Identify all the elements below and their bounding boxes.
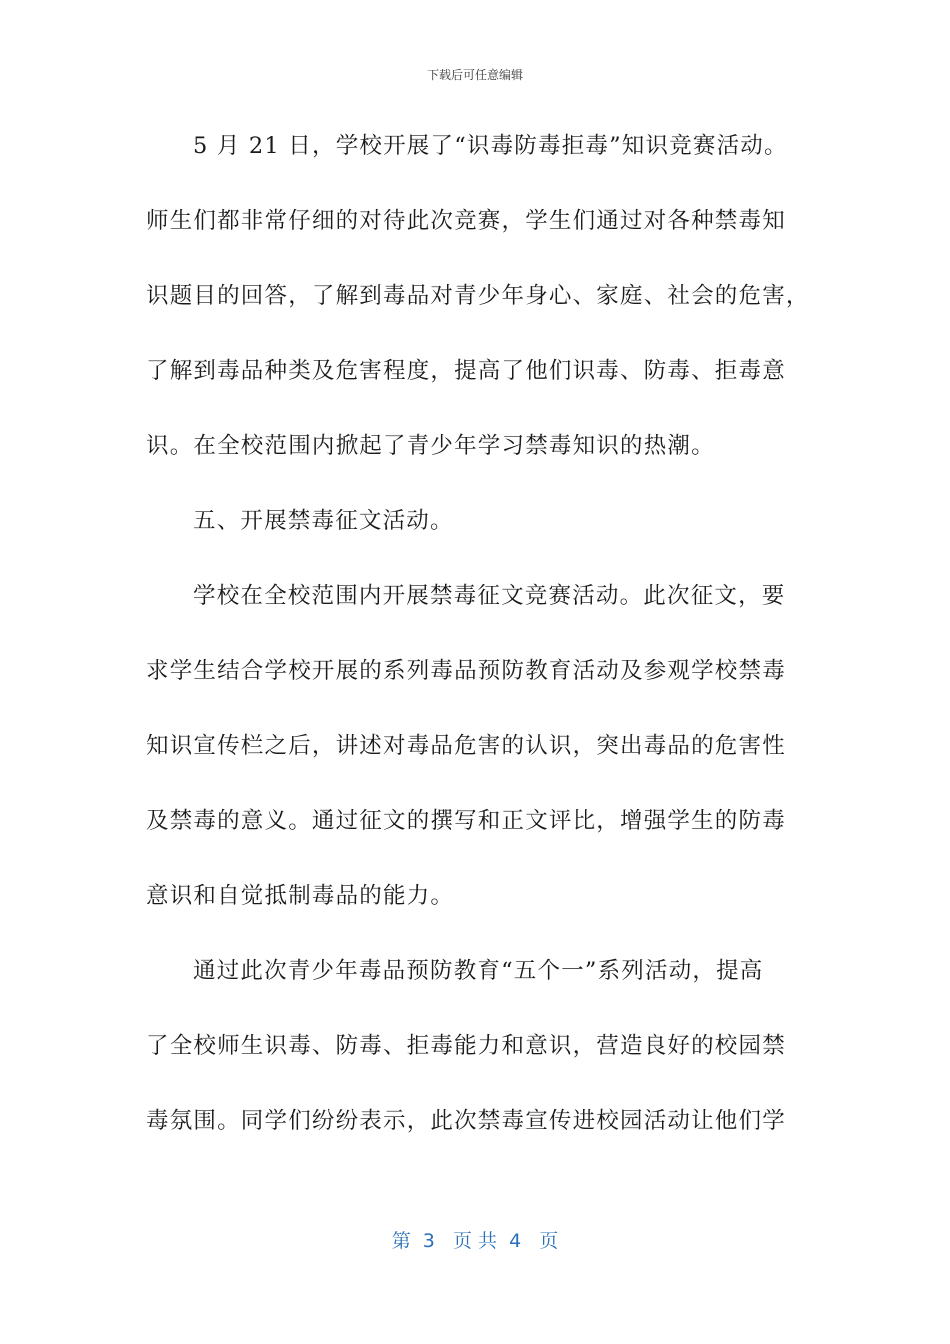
text-line: 了解到毒品种类及危害程度，提高了他们识毒、防毒、拒毒意 xyxy=(146,358,786,384)
text-line: 意识和自觉抵制毒品的能力。 xyxy=(146,883,455,909)
text-line: 识。在全校范围内掀起了青少年学习禁毒知识的热潮。 xyxy=(146,433,715,459)
page-number-footer: 第 3 页 共 4 页 xyxy=(391,1230,559,1252)
text-line: 5 月 21 日，学校开展了“识毒防毒拒毒”知识竞赛活动。 xyxy=(193,133,788,159)
text-line: 通过此次青少年毒品预防教育“五个一”系列活动，提高 xyxy=(193,958,764,984)
text-line: 识题目的回答，了解到毒品对青少年身心、家庭、社会的危害， xyxy=(146,283,810,309)
document-body xyxy=(146,114,810,1164)
section-heading: 五、开展禁毒征文活动。 xyxy=(193,508,454,534)
text-line: 及禁毒的意义。通过征文的撰写和正文评比，增强学生的防毒 xyxy=(146,808,786,834)
page-header: 下载后可任意编辑 xyxy=(426,68,523,82)
text-line: 师生们都非常仔细的对待此次竞赛，学生们通过对各种禁毒知 xyxy=(146,208,786,234)
text-line: 知识宣传栏之后，讲述对毒品危害的认识，突出毒品的危害性 xyxy=(146,733,786,759)
text-line: 了全校师生识毒、防毒、拒毒能力和意识，营造良好的校园禁 xyxy=(146,1033,786,1059)
text-line: 求学生结合学校开展的系列毒品预防教育活动及参观学校禁毒 xyxy=(146,658,786,684)
text-line: 毒氛围。同学们纷纷表示，此次禁毒宣传进校园活动让他们学 xyxy=(146,1108,786,1134)
text-line: 学校在全校范围内开展禁毒征文竞赛活动。此次征文，要 xyxy=(193,583,786,609)
